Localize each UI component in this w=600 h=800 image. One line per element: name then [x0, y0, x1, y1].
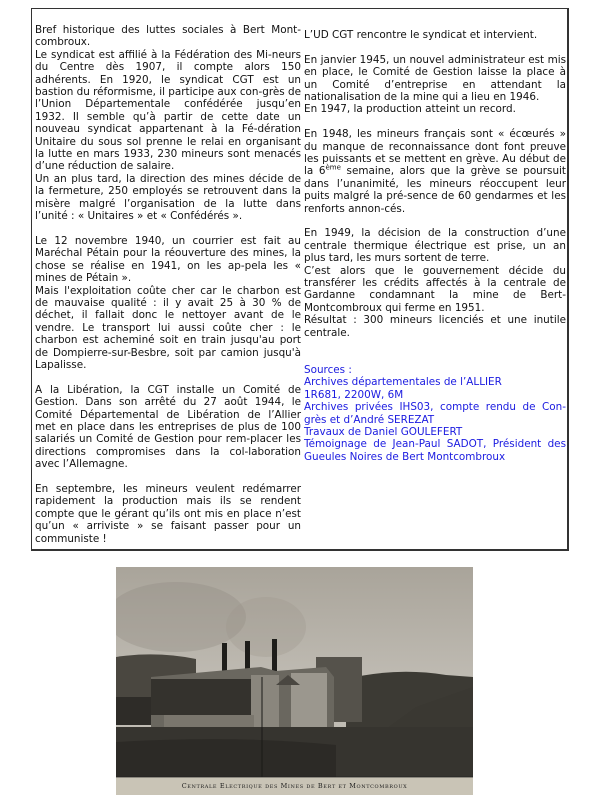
sources-heading: Sources : [304, 363, 352, 376]
paragraph: En 1949, la décision de la construction d’une centrale thermique électrique est prise, un an plus tard, les murs sortent de terre. [304, 227, 566, 265]
paragraph: L’UD CGT rencontre le syndicat et intervient. [304, 29, 538, 41]
source-item: Témoignage de Jean-Paul SADOT, Président des Gueules Noires de Bert Montcombroux [304, 438, 566, 463]
paragraph: C’est alors que le gouvernement décide du transférer les crédits affectés à la centrale de Gardanne condamnant la mine de Bert-Montcombroux qui ferme en 1951. [304, 264, 566, 314]
sources-block [304, 364, 566, 463]
paragraph: Mais l'exploitation coûte cher car le charbon est de mauvaise qualité : il y avait 25 à 30 % de déchet, il fallait donc le nettoyer avant de le vendre. Le transport lui aussi coûte cher : le charbon est acheminé soit en train jusqu'au port de Dompierre-sur-Besbre, soit par camion jusqu'à Lapalisse. [35, 284, 301, 371]
paragraph-text: En 1948, les mineurs français sont « écœurés » du manque de reconnaissance dont font preuve les puissants et se mettent en grève. Au début de la 6 [304, 128, 566, 178]
historic-photo [116, 567, 473, 795]
paragraph: En janvier 1945, un nouvel administrateur est mis en place, le Comité de Gestion laisse la place à un Comité d’entreprise en attendant la nationalisation de la mine qui a lieu en 1946. [304, 53, 566, 104]
source-item: Archives départementales de l’ALLIER [304, 376, 502, 389]
paragraph: Le syndicat est affilié à la Fédération des Mi-neurs du Centre dès 1907, il compte alors 150 adhérents. En 1920, le syndicat CGT est un bastion du réformisme, il participe aux con-grès de l’Union Départementale confédérée jusqu’en 1932. Il semble qu’à partir de cette date un nouveau syndicat appartenant à la Fé-dération Unitaire du sous sol prenne le relai en organisant la lutte en mars 1933, 230 mineurs sont menacés d’une réduction de salaire. [35, 48, 301, 173]
article-box [31, 8, 569, 551]
paragraph: Résultat : 300 mineurs licenciés et une inutile centrale. [304, 314, 566, 339]
right-column [304, 29, 566, 463]
paragraph-text: semaine, alors que la grève se poursuit dans l’unanimité, les mineurs réoccupent leur puits malgré la pré-sence de 60 gendarmes et les renforts annon-cés. [304, 165, 566, 215]
source-item: Archives privées IHS03, compte rendu de Con-grès et d’André SEREZAT [304, 401, 566, 426]
left-column [35, 24, 301, 545]
paragraph: Le 12 novembre 1940, un courrier est fait au Maréchal Pétain pour la réouverture des mines, la chose se réalise en 1941, on les ap-pela les « mines de Pétain ». [35, 234, 301, 285]
paragraph [304, 128, 566, 215]
article-title: Bref historique des luttes sociales à Bert Mont-combroux. [35, 24, 301, 49]
power-station-image [116, 567, 473, 795]
paragraph: En septembre, les mineurs veulent redémarrer rapidement la production mais ils se rendent compte que le gérant qu’ils ont mis en place n’est qu’un « arriviste » se faisant passer pour un communiste ! [35, 482, 301, 545]
source-item: 1R681, 2200W, 6M [304, 388, 404, 401]
paragraph: A la Libération, la CGT installe un Comité de Gestion. Dans son arrêté du 27 août 1944, le Comité Départemental de Libération de l’Allier met en place dans les entreprises de plus de 100 salariés un Comité de Gestion pour rem-placer les directions compromises dans la col-laboration avec l’Allemagne. [35, 383, 301, 471]
paragraph: Un an plus tard, la direction des mines décide de la fermeture, 250 employés se retrouvent dans la misère malgré l’organisation de la lutte dans l’unité : « Unitaires » et « Confédérés ». [35, 172, 301, 223]
paragraph: En 1947, la production atteint un record. [304, 103, 516, 116]
photo-caption: Centrale Electrique des Mines de Bert et Montcombroux [181, 782, 408, 790]
source-item: Travaux de Daniel GOULEFERT [304, 425, 463, 438]
superscript: ème [325, 163, 341, 172]
